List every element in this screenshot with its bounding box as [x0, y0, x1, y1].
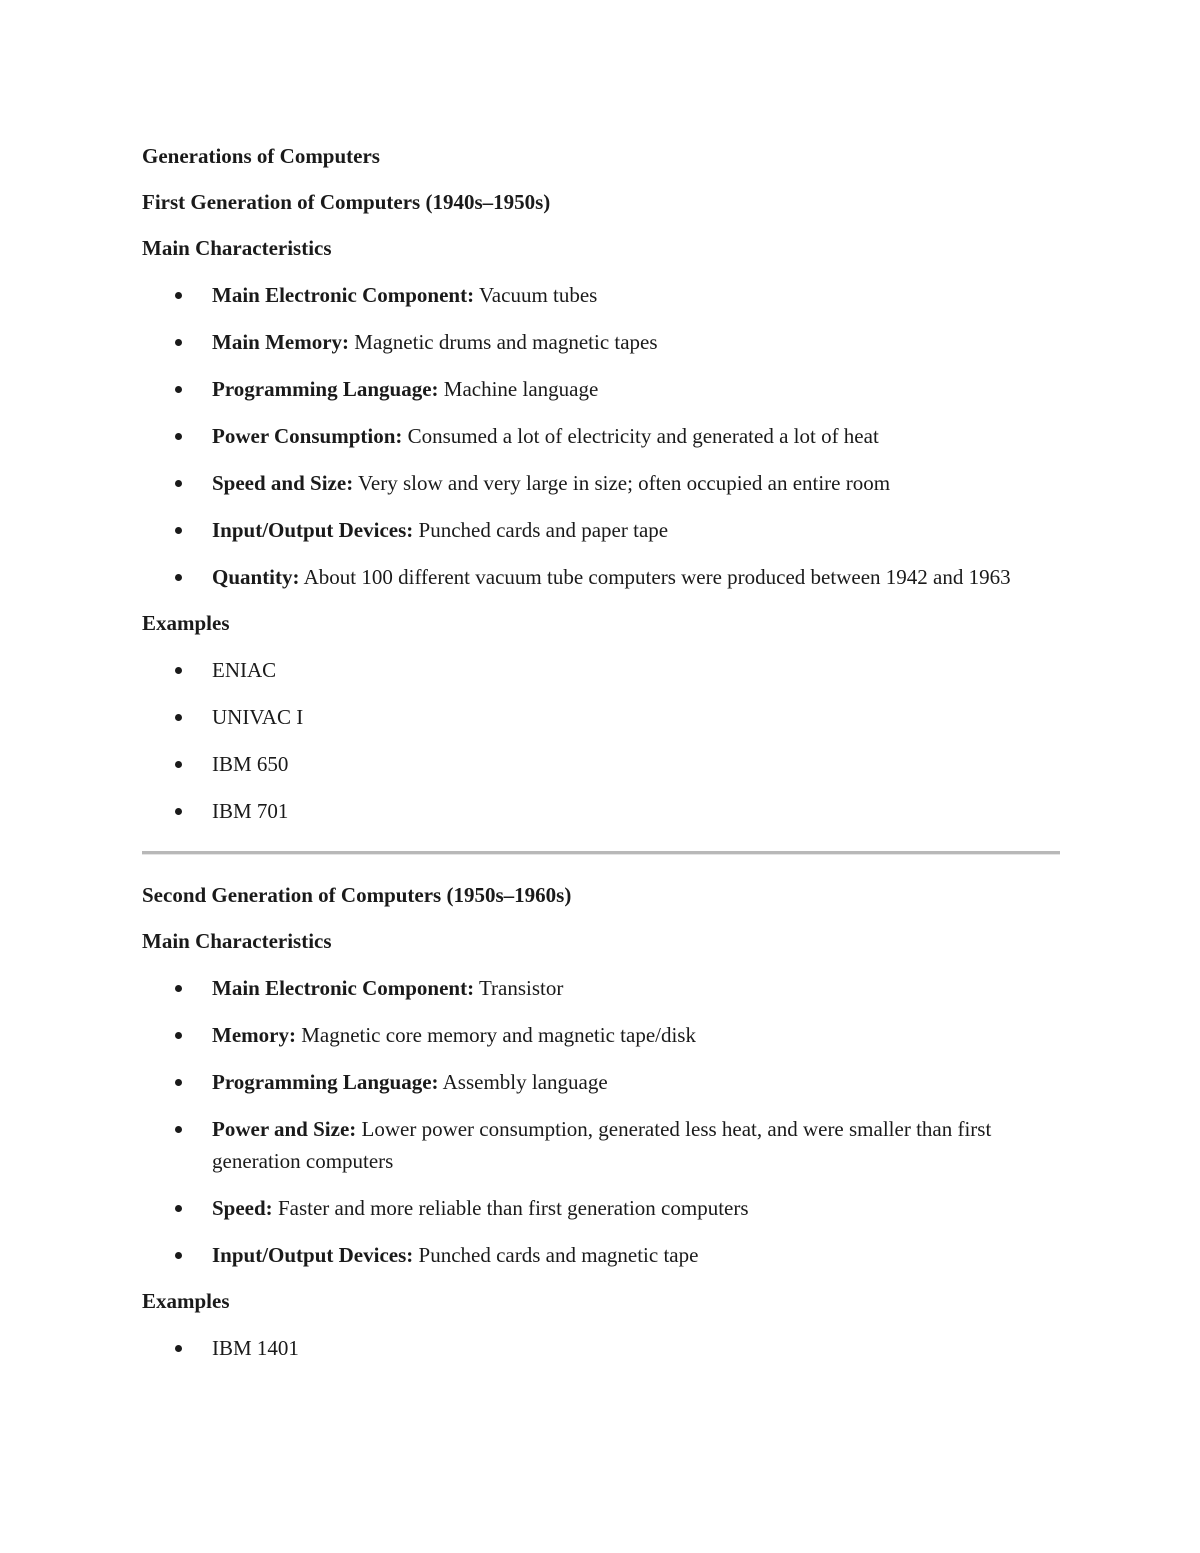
bullet-icon — [175, 433, 182, 440]
item-text: Punched cards and magnetic tape — [413, 1243, 699, 1267]
item-label: Main Memory: — [212, 330, 350, 354]
item-label: Main Electronic Component: — [212, 976, 475, 1000]
second-characteristics-heading: Main Characteristics — [142, 929, 332, 953]
list-item — [142, 795, 1060, 827]
bullet-icon — [175, 1345, 182, 1352]
example-text: IBM 1401 — [212, 1336, 299, 1360]
bullet-icon — [175, 1079, 182, 1086]
first-generation-section — [142, 187, 1060, 827]
list-item — [142, 420, 1060, 452]
item-text: Faster and more reliable than first generation computers — [272, 1196, 749, 1220]
document-title: Generations of Computers — [142, 144, 380, 168]
list-item — [142, 373, 1060, 405]
second-generation-title: Second Generation of Computers (1950s–1960s) — [142, 883, 572, 907]
example-text: IBM 650 — [212, 752, 289, 776]
item-label: Main Electronic Component: — [212, 283, 475, 307]
second-characteristics-list — [142, 972, 1060, 1271]
list-item — [142, 1239, 1060, 1271]
first-characteristics-heading: Main Characteristics — [142, 236, 332, 260]
list-item — [142, 467, 1060, 499]
list-item — [142, 279, 1060, 311]
second-examples-list — [142, 1332, 1060, 1364]
bullet-icon — [175, 292, 182, 299]
example-text: UNIVAC I — [212, 705, 304, 729]
bullet-icon — [175, 574, 182, 581]
list-item — [142, 1192, 1060, 1224]
bullet-icon — [175, 1126, 182, 1133]
item-label: Speed and Size: — [212, 471, 354, 495]
bullet-icon — [175, 1205, 182, 1212]
list-item — [142, 1066, 1060, 1098]
bullet-icon — [175, 714, 182, 721]
list-item — [142, 1019, 1060, 1051]
list-item — [142, 514, 1060, 546]
list-item — [142, 561, 1060, 593]
item-label: Quantity: — [212, 565, 300, 589]
item-text: Consumed a lot of electricity and generated a lot of heat — [402, 424, 879, 448]
list-item — [142, 748, 1060, 780]
item-text: Very slow and very large in size; often occupied an entire room — [353, 471, 891, 495]
item-text: About 100 different vacuum tube computers were produced between 1942 and 1963 — [299, 565, 1011, 589]
first-characteristics-list — [142, 279, 1060, 593]
item-text: Assembly language — [438, 1070, 608, 1094]
item-label: Programming Language: — [212, 1070, 439, 1094]
item-label: Speed: — [212, 1196, 273, 1220]
item-text: Machine language — [438, 377, 599, 401]
first-examples-heading: Examples — [142, 611, 230, 635]
second-examples-heading: Examples — [142, 1289, 230, 1313]
item-text: Magnetic core memory and magnetic tape/disk — [295, 1023, 696, 1047]
item-text: Punched cards and paper tape — [413, 518, 669, 542]
bullet-icon — [175, 1032, 182, 1039]
first-examples-list — [142, 654, 1060, 827]
item-text: Lower power consumption, generated less heat, and were smaller than first generation computers — [212, 1117, 992, 1173]
bullet-icon — [175, 985, 182, 992]
item-text: Transistor — [474, 976, 564, 1000]
example-text: IBM 701 — [212, 799, 289, 823]
list-item — [142, 1332, 1060, 1364]
bullet-icon — [175, 808, 182, 815]
item-label: Power and Size: — [212, 1117, 357, 1141]
second-generation-section — [142, 880, 1060, 1364]
item-label: Input/Output Devices: — [212, 518, 414, 542]
bullet-icon — [175, 386, 182, 393]
item-text: Magnetic drums and magnetic tapes — [349, 330, 658, 354]
document-page — [142, 141, 1060, 1379]
bullet-icon — [175, 527, 182, 534]
bullet-icon — [175, 339, 182, 346]
example-text: ENIAC — [212, 658, 277, 682]
list-item — [142, 972, 1060, 1004]
list-item — [142, 654, 1060, 686]
list-item — [142, 701, 1060, 733]
bullet-icon — [175, 1252, 182, 1259]
bullet-icon — [175, 667, 182, 674]
item-label: Input/Output Devices: — [212, 1243, 414, 1267]
list-item — [142, 326, 1060, 358]
section-divider — [142, 851, 1060, 854]
first-generation-title: First Generation of Computers (1940s–1950s) — [142, 190, 551, 214]
item-label: Memory: — [212, 1023, 296, 1047]
list-item — [142, 1113, 1060, 1177]
item-text: Vacuum tubes — [474, 283, 598, 307]
item-label: Power Consumption: — [212, 424, 403, 448]
bullet-icon — [175, 761, 182, 768]
bullet-icon — [175, 480, 182, 487]
item-label: Programming Language: — [212, 377, 439, 401]
